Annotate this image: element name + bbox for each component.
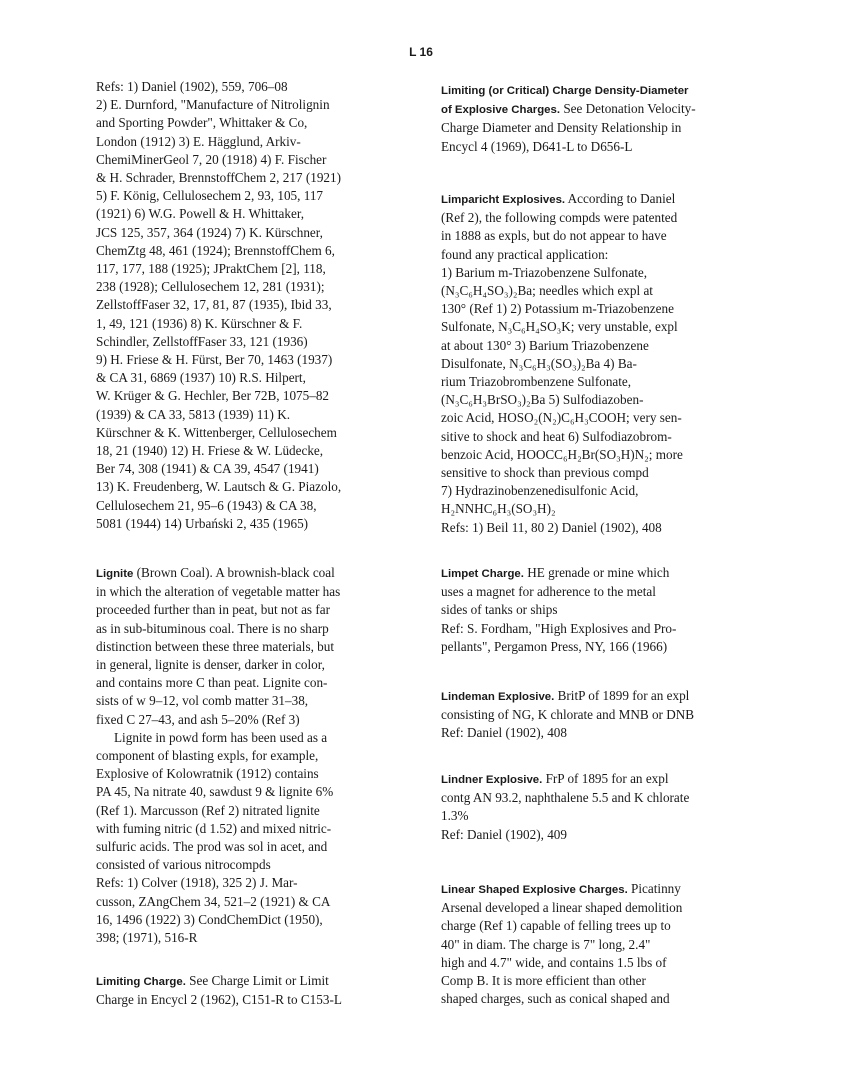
entry-limparicht (441, 190, 751, 537)
text-line: Arsenal developed a linear shaped demolition (441, 900, 683, 916)
text-line: & H. Schrader, BrennstoffChem 2, 217 (1921) (96, 170, 341, 186)
text-line: 13) K. Freudenberg, W. Lautsch & G. Piazolo, (96, 479, 342, 495)
text-line: 238 (1928); Cellulosechem 12, 281 (1931); (96, 279, 325, 295)
text-line: 117, 177, 188 (1925); JPraktChem [2], 118, (96, 261, 326, 277)
text-line: 2) E. Durnford, "Manufacture of Nitrolignin (96, 97, 330, 113)
entry-lindner-explosive (441, 770, 751, 844)
text-line: 5) F. König, Cellulosechem 2, 93, 105, 117 (96, 188, 324, 204)
text-line: fixed C 27–43, and ash 5–20% (Ref 3) (96, 711, 300, 727)
text-line: HE grenade or mine which (523, 565, 670, 580)
references-block (96, 78, 426, 533)
text-line: Charge Diameter and Density Relationship in (441, 120, 682, 136)
text-line: H₂NNHC₆H₃(SO₃H)₂ (441, 501, 556, 517)
page-number: L 16 (409, 45, 433, 59)
entry-linear-shaped-charges (441, 880, 751, 1008)
text-line: 16, 1496 (1922) 3) CondChemDict (1950), (96, 911, 323, 927)
text-line: in general, lignite is denser, darker in color, (96, 657, 325, 673)
text-line: proceeded further than in peat, but not as far (96, 602, 330, 618)
text-line: (Ref 1). Marcusson (Ref 2) nitrated lignite (96, 802, 320, 818)
text-line: London (1912) 3) E. Hägglund, Arkiv- (96, 133, 301, 149)
entry-limiting-critical-charge (441, 82, 751, 156)
entry-heading: Limparicht Explosives. (441, 194, 566, 206)
text-line: Refs: 1) Beil 11, 80 2) Daniel (1902), 408 (441, 519, 662, 535)
text-line: According to Daniel (565, 191, 676, 206)
text-line: 5081 (1944) 14) Urbański 2, 435 (1965) (96, 515, 309, 531)
text-line: Picatinny (627, 881, 681, 896)
text-line: component of blasting expls, for example, (96, 748, 319, 764)
text-line: contg AN 93.2, naphthalene 5.5 and K chlorate (441, 790, 690, 806)
text-line: 18, 21 (1940) 12) H. Friese & W. Lüdecke, (96, 443, 324, 459)
text-line: and contains more C than peat. Lignite con- (96, 675, 328, 691)
text-line: 1, 49, 121 (1936) 8) K. Kürschner & F. (96, 315, 303, 331)
text-line: (1921) 6) W.G. Powell & H. Whittaker, (96, 206, 305, 222)
text-line: Explosive of Kolowratnik (1912) contains (96, 766, 319, 782)
text-line: 398; (1971), 516-R (96, 930, 198, 946)
text-line: See Charge Limit or Limit (185, 973, 329, 988)
text-line: 1.3% (441, 808, 469, 824)
text-line: See Detonation Velocity- (560, 101, 696, 117)
text-line: PA 45, Na nitrate 40, sawdust 9 & lignite 6% (96, 784, 334, 800)
text-line: in 1888 as expls, but do not appear to have (441, 228, 667, 244)
text-line: Refs: 1) Daniel (1902), 559, 706–08 (96, 79, 288, 94)
text-line: (Ref 2), the following compds were patented (441, 210, 678, 226)
text-line: Sulfonate, N₃C₆H₄SO₃K; very unstable, expl (441, 319, 678, 335)
text-line: Ber 74, 308 (1941) & CA 39, 4547 (1941) (96, 461, 319, 477)
text-line: shaped charges, such as conical shaped and (441, 991, 670, 1007)
text-line: Encycl 4 (1969), D641-L to D656-L (441, 138, 633, 154)
entry-lignite (96, 564, 426, 947)
entry-lindeman-explosive (441, 687, 751, 743)
text-line: 7) Hydrazinobenzenedisulfonic Acid, (441, 483, 639, 499)
text-line: (N₃C₆H₄SO₃)₂Ba; needles which expl at (441, 283, 653, 299)
text-line: BritP of 1899 for an expl (554, 688, 690, 703)
text-line: cusson, ZAngChem 34, 521–2 (1921) & CA (96, 893, 331, 909)
text-line: ZellstoffFaser 32, 17, 81, 87 (1935), Ibid 33, (96, 297, 332, 313)
text-line: 9) H. Friese & H. Fürst, Ber 70, 1463 (1937) (96, 352, 333, 368)
text-line: Ref: Daniel (1902), 409 (441, 826, 567, 842)
text-line: benzoic Acid, HOOCC₆H₂Br(SO₃H)N₂; more (441, 446, 683, 462)
text-line: sists of w 9–12, vol comb matter 31–38, (96, 693, 309, 709)
text-line: sulfuric acids. The prod was sol in acet, and (96, 839, 328, 855)
text-line: & CA 31, 6869 (1937) 10) R.S. Hilpert, (96, 370, 306, 386)
entry-heading: Lindner Explosive. (441, 774, 543, 786)
text-line: with fuming nitric (d 1.52) and mixed nitric- (96, 820, 332, 836)
text-line: Cellulosechem 21, 95–6 (1943) & CA 38, (96, 497, 317, 513)
text-line: Ref: S. Fordham, "High Explosives and Pro- (441, 620, 677, 636)
text-line: ChemiMinerGeol 7, 20 (1918) 4) F. Fischer (96, 151, 327, 167)
text-line: distinction between these three materials, but (96, 638, 335, 654)
entry-heading: Linear Shaped Explosive Charges. (441, 884, 628, 896)
entry-heading: Lindeman Explosive. (441, 691, 555, 703)
text-line: found any practical application: (441, 246, 609, 262)
text-line: consisted of various nitrocompds (96, 857, 271, 873)
text-line: Ref: Daniel (1902), 408 (441, 725, 567, 741)
entry-heading: Limiting (or Critical) Charge Density-Diameter (441, 85, 689, 97)
text-line: sides of tanks or ships (441, 602, 558, 618)
text-line: (N₃C₆H₃BrSO₃)₂Ba 5) Sulfodiazoben- (441, 392, 644, 408)
text-line: (Brown Coal). A brownish-black coal (133, 565, 335, 580)
entry-limiting-charge (96, 972, 426, 1009)
text-line: Comp B. It is more efficient than other (441, 973, 646, 989)
text-line: sitive to shock and heat 6) Sulfodiazobrom- (441, 428, 672, 444)
text-line: ChemZtg 48, 461 (1924); BrennstoffChem 6, (96, 242, 335, 258)
text-line: pellants", Pergamon Press, NY, 166 (1966) (441, 638, 668, 654)
text-line: (1939) & CA 33, 5813 (1939) 11) K. (96, 406, 291, 422)
text-line: zoic Acid, HOSO₂(N₂)C₆H₃COOH; very sen- (441, 410, 682, 426)
text-line: Refs: 1) Colver (1918), 325 2) J. Mar- (96, 875, 298, 891)
text-line: in which the alteration of vegetable matter has (96, 584, 341, 600)
text-line: 40" in diam. The charge is 7" long, 2.4" (441, 936, 651, 952)
text-line: Schindler, ZellstoffFaser 33, 121 (1936) (96, 333, 308, 349)
entry-heading: Lignite (96, 568, 134, 580)
text-line: Kürschner & K. Wittenberger, Cellulosechem (96, 424, 337, 440)
text-line: FrP of 1895 for an expl (542, 771, 669, 786)
text-line: as in sub-bituminous coal. There is no sharp (96, 620, 329, 636)
text-line: consisting of NG, K chlorate and MNB or DNB (441, 707, 695, 723)
text-line: charge (Ref 1) capable of felling trees up to (441, 918, 671, 934)
text-line: sensitive to shock than previous compd (441, 465, 649, 481)
entry-heading: Limiting Charge. (96, 976, 186, 988)
text-line: JCS 125, 357, 364 (1924) 7) K. Kürschner, (96, 224, 323, 240)
text-line: Charge in Encycl 2 (1962), C151-R to C153-L (96, 992, 342, 1008)
text-line: and Sporting Powder", Whittaker & Co, (96, 115, 308, 131)
text-line: Disulfonate, N₃C₆H₃(SO₃)₂Ba 4) Ba- (441, 355, 637, 371)
text-line: 130° (Ref 1) 2) Potassium m-Triazobenzene (441, 301, 674, 317)
text-line: Lignite in powd form has been used as a (114, 729, 328, 745)
text-line: high and 4.7" wide, and contains 1.5 lbs of (441, 954, 667, 970)
text-line: 1) Barium m-Triazobenzene Sulfonate, (441, 264, 648, 280)
entry-heading: of Explosive Charges. (441, 104, 561, 117)
text-line: rium Triazobrombenzene Sulfonate, (441, 374, 632, 390)
text-line: uses a magnet for adherence to the metal (441, 584, 656, 600)
text-line: W. Krüger & G. Hechler, Ber 72B, 1075–82 (96, 388, 330, 404)
text-line: at about 130° 3) Barium Triazobenzene (441, 337, 649, 353)
entry-heading: Limpet Charge. (441, 568, 524, 580)
entry-limpet-charge (441, 564, 751, 656)
